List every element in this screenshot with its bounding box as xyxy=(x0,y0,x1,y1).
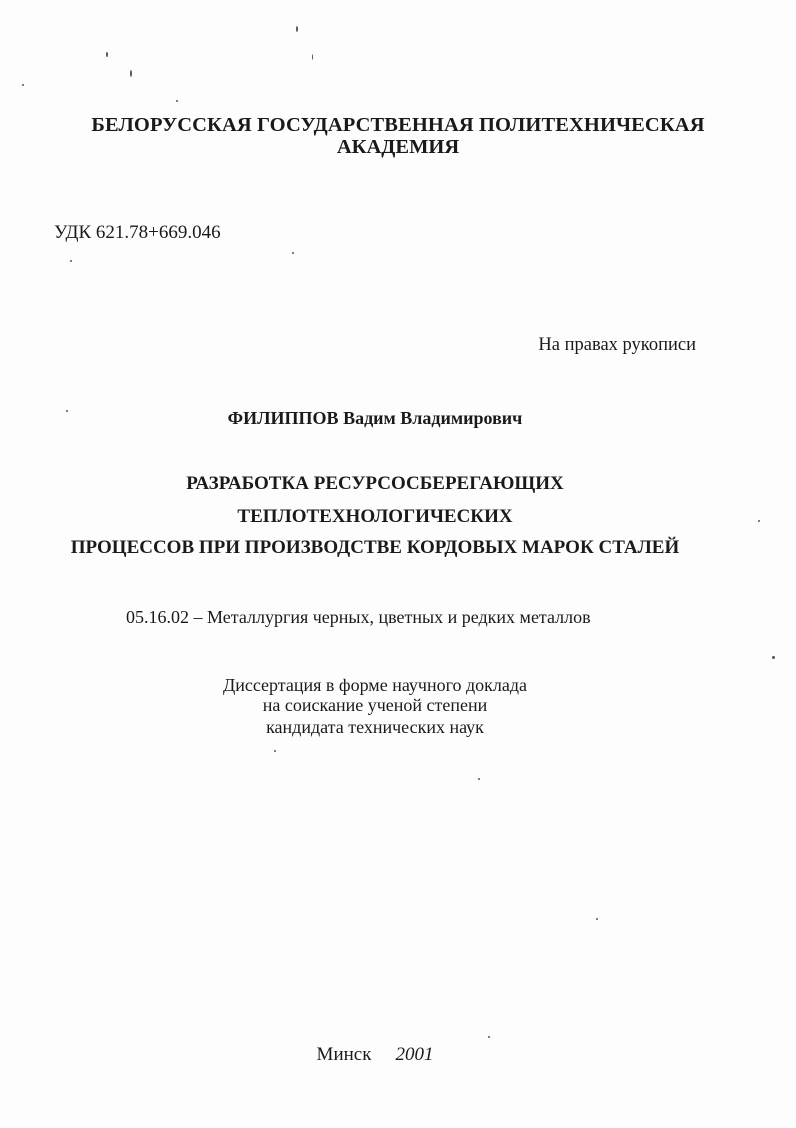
author-given-names: Вадим Владимирович xyxy=(343,408,523,428)
dissertation-title-line3: ПРОЦЕССОВ ПРИ ПРОИЗВОДСТВЕ КОРДОВЫХ МАРОК СТАЛЕЙ xyxy=(70,537,680,558)
scan-speck xyxy=(130,70,132,77)
scan-speck xyxy=(758,520,760,522)
scan-speck xyxy=(596,918,598,920)
scan-speck xyxy=(488,1036,490,1038)
city: Минск xyxy=(316,1044,372,1065)
udk-code: УДК 621.78+669.046 xyxy=(54,222,221,243)
scan-speck xyxy=(106,52,108,57)
place-and-year xyxy=(0,1044,750,1066)
specialty-code: 05.16.02 – Металлургия черных, цветных и редких металлов xyxy=(126,607,591,627)
year: 2001 xyxy=(395,1044,434,1065)
scan-speck xyxy=(772,656,775,659)
scan-speck xyxy=(274,750,276,752)
degree-statement-line2: на соискание ученой степени xyxy=(262,695,488,715)
scan-speck xyxy=(70,260,72,262)
dissertation-title-line2: ТЕПЛОТЕХНОЛОГИЧЕСКИХ xyxy=(237,506,513,527)
author-surname: ФИЛИППОВ xyxy=(227,408,339,428)
scan-speck xyxy=(478,778,480,780)
degree-statement-line3: кандидата технических наук xyxy=(266,717,484,737)
scan-speck xyxy=(296,26,298,32)
scan-speck xyxy=(312,54,313,60)
author-name xyxy=(0,408,750,429)
manuscript-rights-note: На правах рукописи xyxy=(538,335,696,355)
scan-speck xyxy=(292,252,294,254)
scan-speck xyxy=(22,84,24,86)
dissertation-title-line1: РАЗРАБОТКА РЕСУРСОСБЕРЕГАЮЩИХ xyxy=(186,473,564,494)
institution-name-line2: АКАДЕМИЯ xyxy=(336,136,460,158)
institution-name-line1: БЕЛОРУССКАЯ ГОСУДАРСТВЕННАЯ ПОЛИТЕХНИЧЕСКАЯ xyxy=(91,114,705,136)
scan-speck xyxy=(176,100,178,102)
degree-statement-line1: Диссертация в форме научного доклада xyxy=(222,675,528,695)
